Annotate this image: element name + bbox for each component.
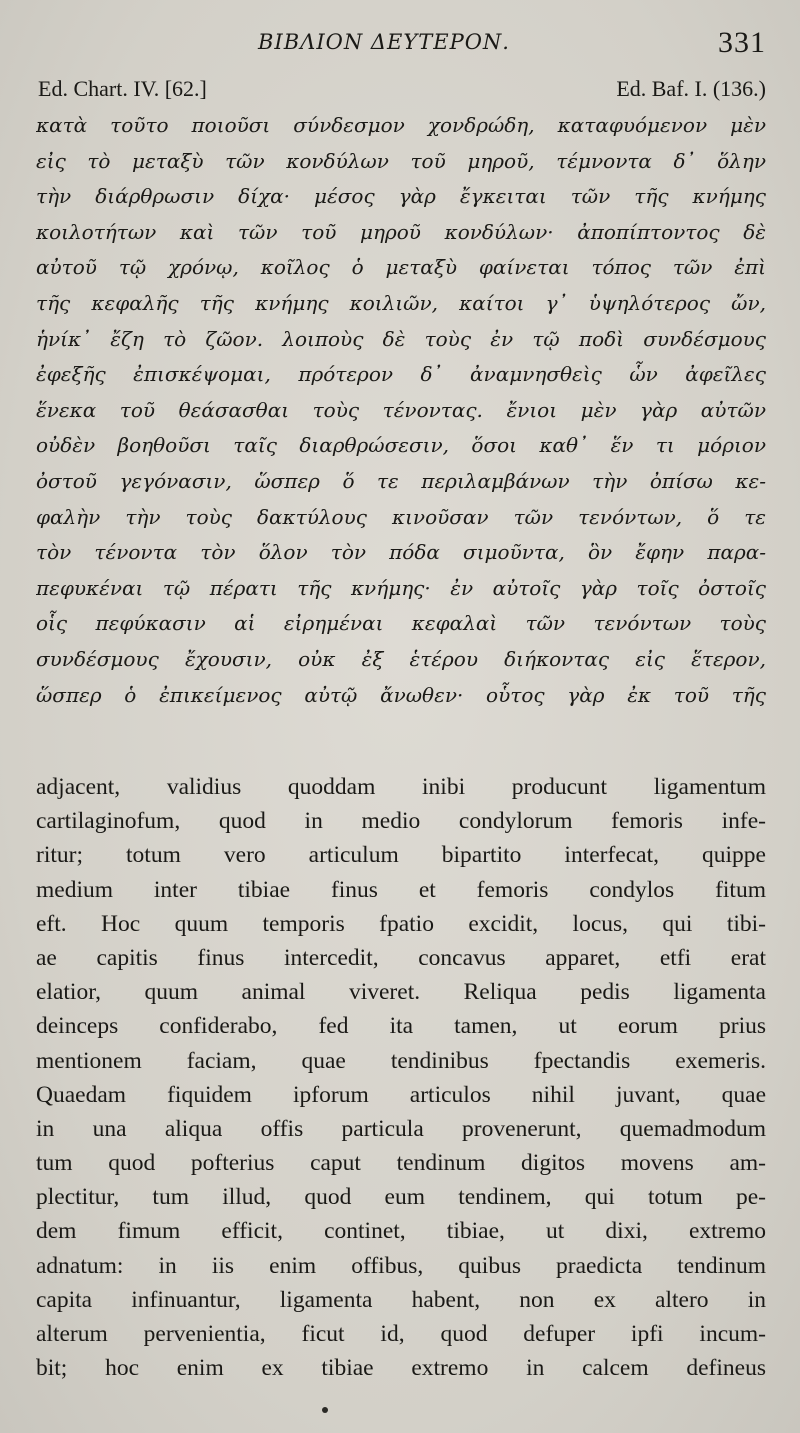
greek-text-line: εἰς τὸ μεταξὺ τῶν κονδύλων τοῦ μηροῦ, τέμνοντα δ᾽ ὅλην xyxy=(36,148,766,173)
latin-text-line: plectitur, tum illud, quod eum tendinem, qui totum pe- xyxy=(36,1184,766,1211)
greek-text-block xyxy=(36,108,766,713)
latin-text-line: mentionem faciam, quae tendinibus fpectandis exemeris. xyxy=(36,1047,766,1074)
greek-text-line: ἡνίκ᾽ ἔζη τὸ ζῶον. λοιποὺς δὲ τοὺς ἐν τῷ ποδὶ συνδέσμους xyxy=(36,326,766,351)
greek-text-line: φαλὴν τὴν τοὺς δακτύλους κινοῦσαν τῶν τενόντων, ὅ τε xyxy=(36,504,766,529)
greek-text-line: πεφυκέναι τῷ πέρατι τῆς κνήμης· ἐν αὐτοῖς γὰρ τοῖς ὀστοῖς xyxy=(36,575,766,600)
greek-text-line: κοιλοτήτων καὶ τῶν τοῦ μηροῦ κονδύλων· ἀποπίπτοντος δὲ xyxy=(36,219,766,244)
greek-text-line: ἕνεκα τοῦ θεάσασθαι τοὺς τένοντας. ἔνιοι μὲν γὰρ αὐτῶν xyxy=(36,397,766,422)
latin-text-line: deinceps confiderabo, fed ita tamen, ut eorum prius xyxy=(36,1013,766,1040)
latin-text-line: eft. Hoc quum temporis fpatio excidit, locus, qui tibi- xyxy=(36,910,766,937)
latin-text-line: dem fimum efficit, continet, tibiae, ut dixi, extremo xyxy=(36,1218,766,1245)
book-title: ΒΙΒΛΙΟΝ ΔΕΥΤΕΡΟΝ. xyxy=(258,30,510,54)
latin-text-line: adjacent, validius quoddam inibi producunt ligamentum xyxy=(36,774,766,800)
greek-text-line: ὀστοῦ γεγόνασιν, ὥσπερ ὅ τε περιλαμβάνων τὴν ὀπίσω κε- xyxy=(36,468,766,493)
page-number: 331 xyxy=(718,26,766,59)
latin-text-line: bit; hoc enim ex tibiae extremo in calcem defineus xyxy=(36,1355,766,1382)
greek-text-line: αὐτοῦ τῷ χρόνῳ, κοῖλος ὁ μεταξὺ φαίνεται τόπος τῶν ἐπὶ xyxy=(36,255,766,280)
greek-text-line: οἷς πεφύκασιν αἱ εἰρημέναι κεφαλαὶ τῶν τενόντων τοὺς xyxy=(36,611,766,636)
edition-basel-reference: Ed. Baf. I. (136.) xyxy=(616,76,766,101)
greek-text-line: τὴν διάρθρωσιν δίχα· μέσος γὰρ ἔγκειται τῶν τῆς κνήμης xyxy=(36,184,766,209)
latin-text-line: capita infinuantur, ligamenta habent, non ex altero in xyxy=(36,1286,766,1313)
latin-text-line: medium inter tibiae finus et femoris condylos fitum xyxy=(36,876,766,903)
latin-text-line: cartilaginofum, quod in medio condylorum femoris infe- xyxy=(36,808,766,835)
greek-text-line: ὥσπερ ὁ ἐπικείμενος αὐτῷ ἄνωθεν· οὗτος γὰρ ἐκ τοῦ τῆς xyxy=(36,682,766,707)
latin-text-line: alterum pervenientia, ficut id, quod defuper ipfi incum- xyxy=(36,1321,766,1347)
latin-text-line: adnatum: in iis enim offibus, quibus praedicta tendinum xyxy=(36,1252,766,1279)
greek-text-line: ἐφεξῆς ἐπισκέψομαι, πρότερον δ᾽ ἀναμνησθεὶς ὧν ἀφεῖλες xyxy=(36,362,766,387)
latin-text-line: Quaedam fiquidem ipforum articulos nihil juvant, quae xyxy=(36,1081,766,1108)
running-head xyxy=(0,26,800,60)
latin-translation-block xyxy=(36,770,766,1385)
ink-speck xyxy=(322,1407,328,1413)
latin-text-line: ae capitis finus intercedit, concavus apparet, etfi erat xyxy=(36,944,766,971)
latin-text-line: in una aliqua offis particula provenerunt, quemadmodum xyxy=(36,1115,766,1142)
latin-text-line: elatior, quum animal viveret. Reliqua pedis ligamenta xyxy=(36,979,766,1006)
edition-references xyxy=(0,76,800,106)
greek-text-line: τῆς κεφαλῆς τῆς κνήμης κοιλιῶν, καίτοι γ᾽ ὑψηλότερος ὤν, xyxy=(36,290,766,315)
greek-text-line: οὐδὲν βοηθοῦσι ταῖς διαρθρώσεσιν, ὅσοι καθ᾽ ἕν τι μόριον xyxy=(36,433,766,458)
greek-text-line: κατὰ τοῦτο ποιοῦσι σύνδεσμον χονδρώδη, καταφυόμενον μὲν xyxy=(36,113,766,137)
edition-chart-reference: Ed. Chart. IV. [62.] xyxy=(38,76,207,101)
latin-text-line: ritur; totum vero articulum bipartito interfecat, quippe xyxy=(36,842,766,869)
latin-text-line: tum quod pofterius caput tendinum digitos movens am- xyxy=(36,1150,766,1177)
greek-text-line: συνδέσμους ἔχουσιν, οὐκ ἐξ ἑτέρου διήκοντας εἰς ἕτερον, xyxy=(36,646,766,671)
greek-text-line: τὸν τένοντα τὸν ὅλον τὸν πόδα σιμοῦντα, ὃν ἔφην παρα- xyxy=(36,540,766,565)
